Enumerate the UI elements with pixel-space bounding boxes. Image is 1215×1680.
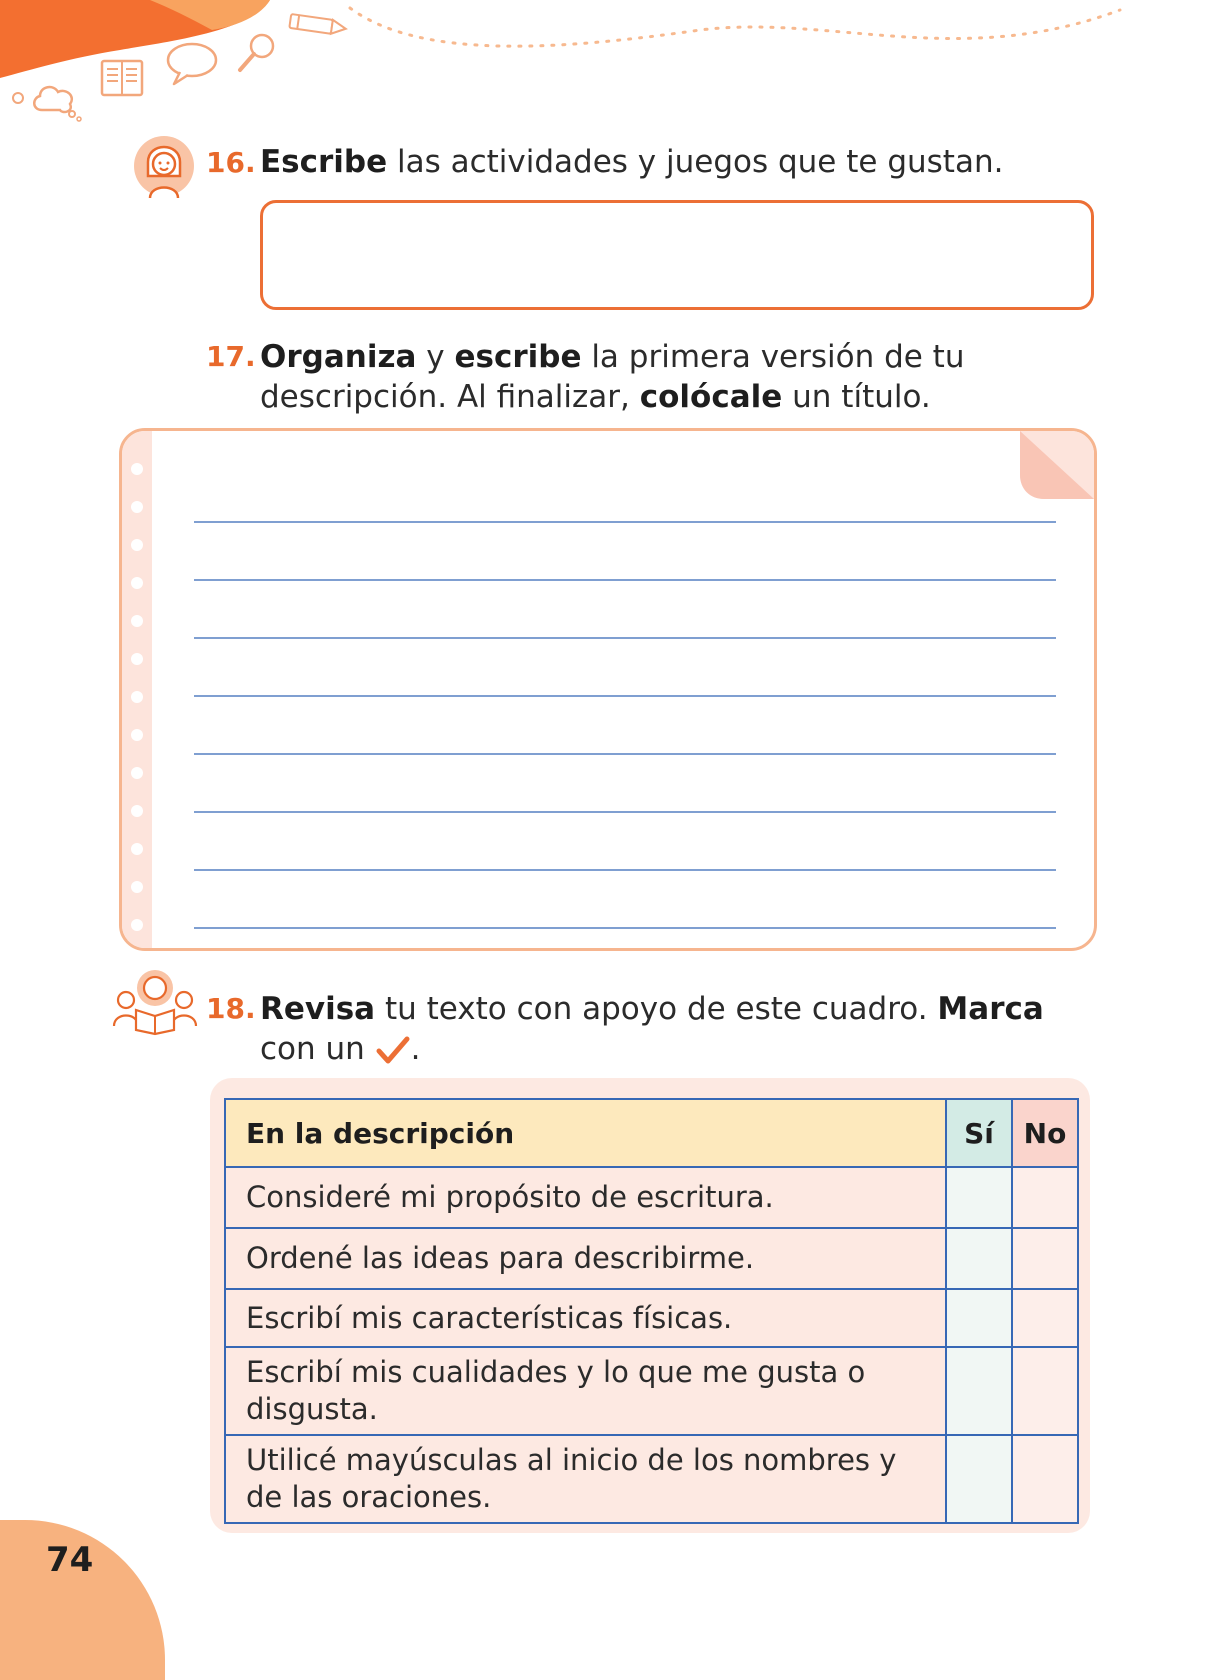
- no-check-cell[interactable]: [1012, 1167, 1078, 1228]
- notebook-hole: [131, 691, 143, 703]
- yes-check-cell[interactable]: [946, 1228, 1012, 1289]
- group-reading-icon: [110, 966, 200, 1036]
- row-description: Consideré mi propósito de escritura.: [225, 1167, 946, 1228]
- question-17-rest-1: la primera versión de tu descripción. Al finalizar,: [260, 339, 965, 415]
- notebook-hole: [131, 653, 143, 665]
- question-18-rest-2: con un: [260, 1031, 375, 1067]
- writing-line[interactable]: [194, 811, 1056, 813]
- thought-cloud-icon: [6, 72, 88, 124]
- yes-check-cell[interactable]: [946, 1289, 1012, 1347]
- question-17-verb-3: colócale: [639, 379, 783, 415]
- notebook-margin: [122, 431, 152, 948]
- header-yes: Sí: [946, 1099, 1012, 1167]
- writing-line[interactable]: [194, 927, 1056, 929]
- question-number-17: 17.: [206, 340, 256, 373]
- magnifier-icon: [234, 30, 280, 76]
- question-number-18: 18.: [206, 992, 256, 1025]
- question-number-16: 16.: [206, 146, 256, 179]
- yes-check-cell[interactable]: [946, 1435, 1012, 1523]
- question-16-text: [260, 142, 1110, 182]
- girl-avatar-icon: [134, 132, 198, 202]
- activities-answer-box[interactable]: [260, 200, 1094, 310]
- header-description: En la descripción: [225, 1099, 946, 1167]
- table-row: [225, 1228, 1078, 1289]
- table-row: [225, 1289, 1078, 1347]
- notebook-hole: [131, 843, 143, 855]
- question-17-verb-1: Organiza: [260, 339, 417, 375]
- notebook-hole: [131, 805, 143, 817]
- question-18-text: [260, 989, 1100, 1069]
- notebook-hole: [131, 615, 143, 627]
- question-17-rest-2: un título.: [782, 379, 931, 415]
- table-row: [225, 1347, 1078, 1435]
- no-check-cell[interactable]: [1012, 1228, 1078, 1289]
- writing-line[interactable]: [194, 579, 1056, 581]
- notebook-hole: [131, 729, 143, 741]
- pencil-icon: [286, 10, 352, 40]
- notebook-hole: [131, 463, 143, 475]
- question-17-text: [260, 337, 1090, 417]
- question-17-verb-2: escribe: [454, 339, 582, 375]
- no-check-cell[interactable]: [1012, 1289, 1078, 1347]
- question-17-join: y: [416, 339, 455, 375]
- no-check-cell[interactable]: [1012, 1435, 1078, 1523]
- table-row: [225, 1167, 1078, 1228]
- review-checklist-table: [224, 1098, 1079, 1524]
- header-no: No: [1012, 1099, 1078, 1167]
- question-18-rest-1: tu texto con apoyo de este cuadro.: [375, 991, 938, 1027]
- notebook-hole: [131, 919, 143, 931]
- notebook-hole: [131, 881, 143, 893]
- row-description: Escribí mis características físicas.: [225, 1289, 946, 1347]
- writing-line[interactable]: [194, 637, 1056, 639]
- row-description: Escribí mis cualidades y lo que me gusta o disgusta.: [225, 1347, 946, 1435]
- row-description: Utilicé mayúsculas al inicio de los nombres y de las oraciones.: [225, 1435, 946, 1523]
- writing-line[interactable]: [194, 695, 1056, 697]
- yes-check-cell[interactable]: [946, 1167, 1012, 1228]
- no-check-cell[interactable]: [1012, 1347, 1078, 1435]
- page-curl-icon: [1020, 431, 1094, 499]
- question-16-rest: las actividades y juegos que te gustan.: [387, 144, 1004, 180]
- book-icon: [98, 55, 146, 101]
- checkmark-icon: [375, 1035, 411, 1065]
- writing-line[interactable]: [194, 753, 1056, 755]
- table-header-row: [225, 1099, 1078, 1167]
- question-18-end: .: [410, 1031, 421, 1067]
- notebook-hole: [131, 501, 143, 513]
- yes-check-cell[interactable]: [946, 1347, 1012, 1435]
- page-number: 74: [46, 1540, 94, 1580]
- question-18-verb-1: Revisa: [260, 991, 376, 1027]
- writing-line[interactable]: [194, 869, 1056, 871]
- notebook-hole: [131, 539, 143, 551]
- table-row: [225, 1435, 1078, 1523]
- speech-bubble-icon: [164, 40, 220, 88]
- notebook-hole: [131, 767, 143, 779]
- row-description: Ordené las ideas para describirme.: [225, 1228, 946, 1289]
- writing-line[interactable]: [194, 521, 1056, 523]
- question-16-verb: Escribe: [260, 144, 388, 180]
- question-18-verb-2: Marca: [937, 991, 1044, 1027]
- notebook-hole: [131, 577, 143, 589]
- notebook-writing-area[interactable]: [119, 428, 1097, 951]
